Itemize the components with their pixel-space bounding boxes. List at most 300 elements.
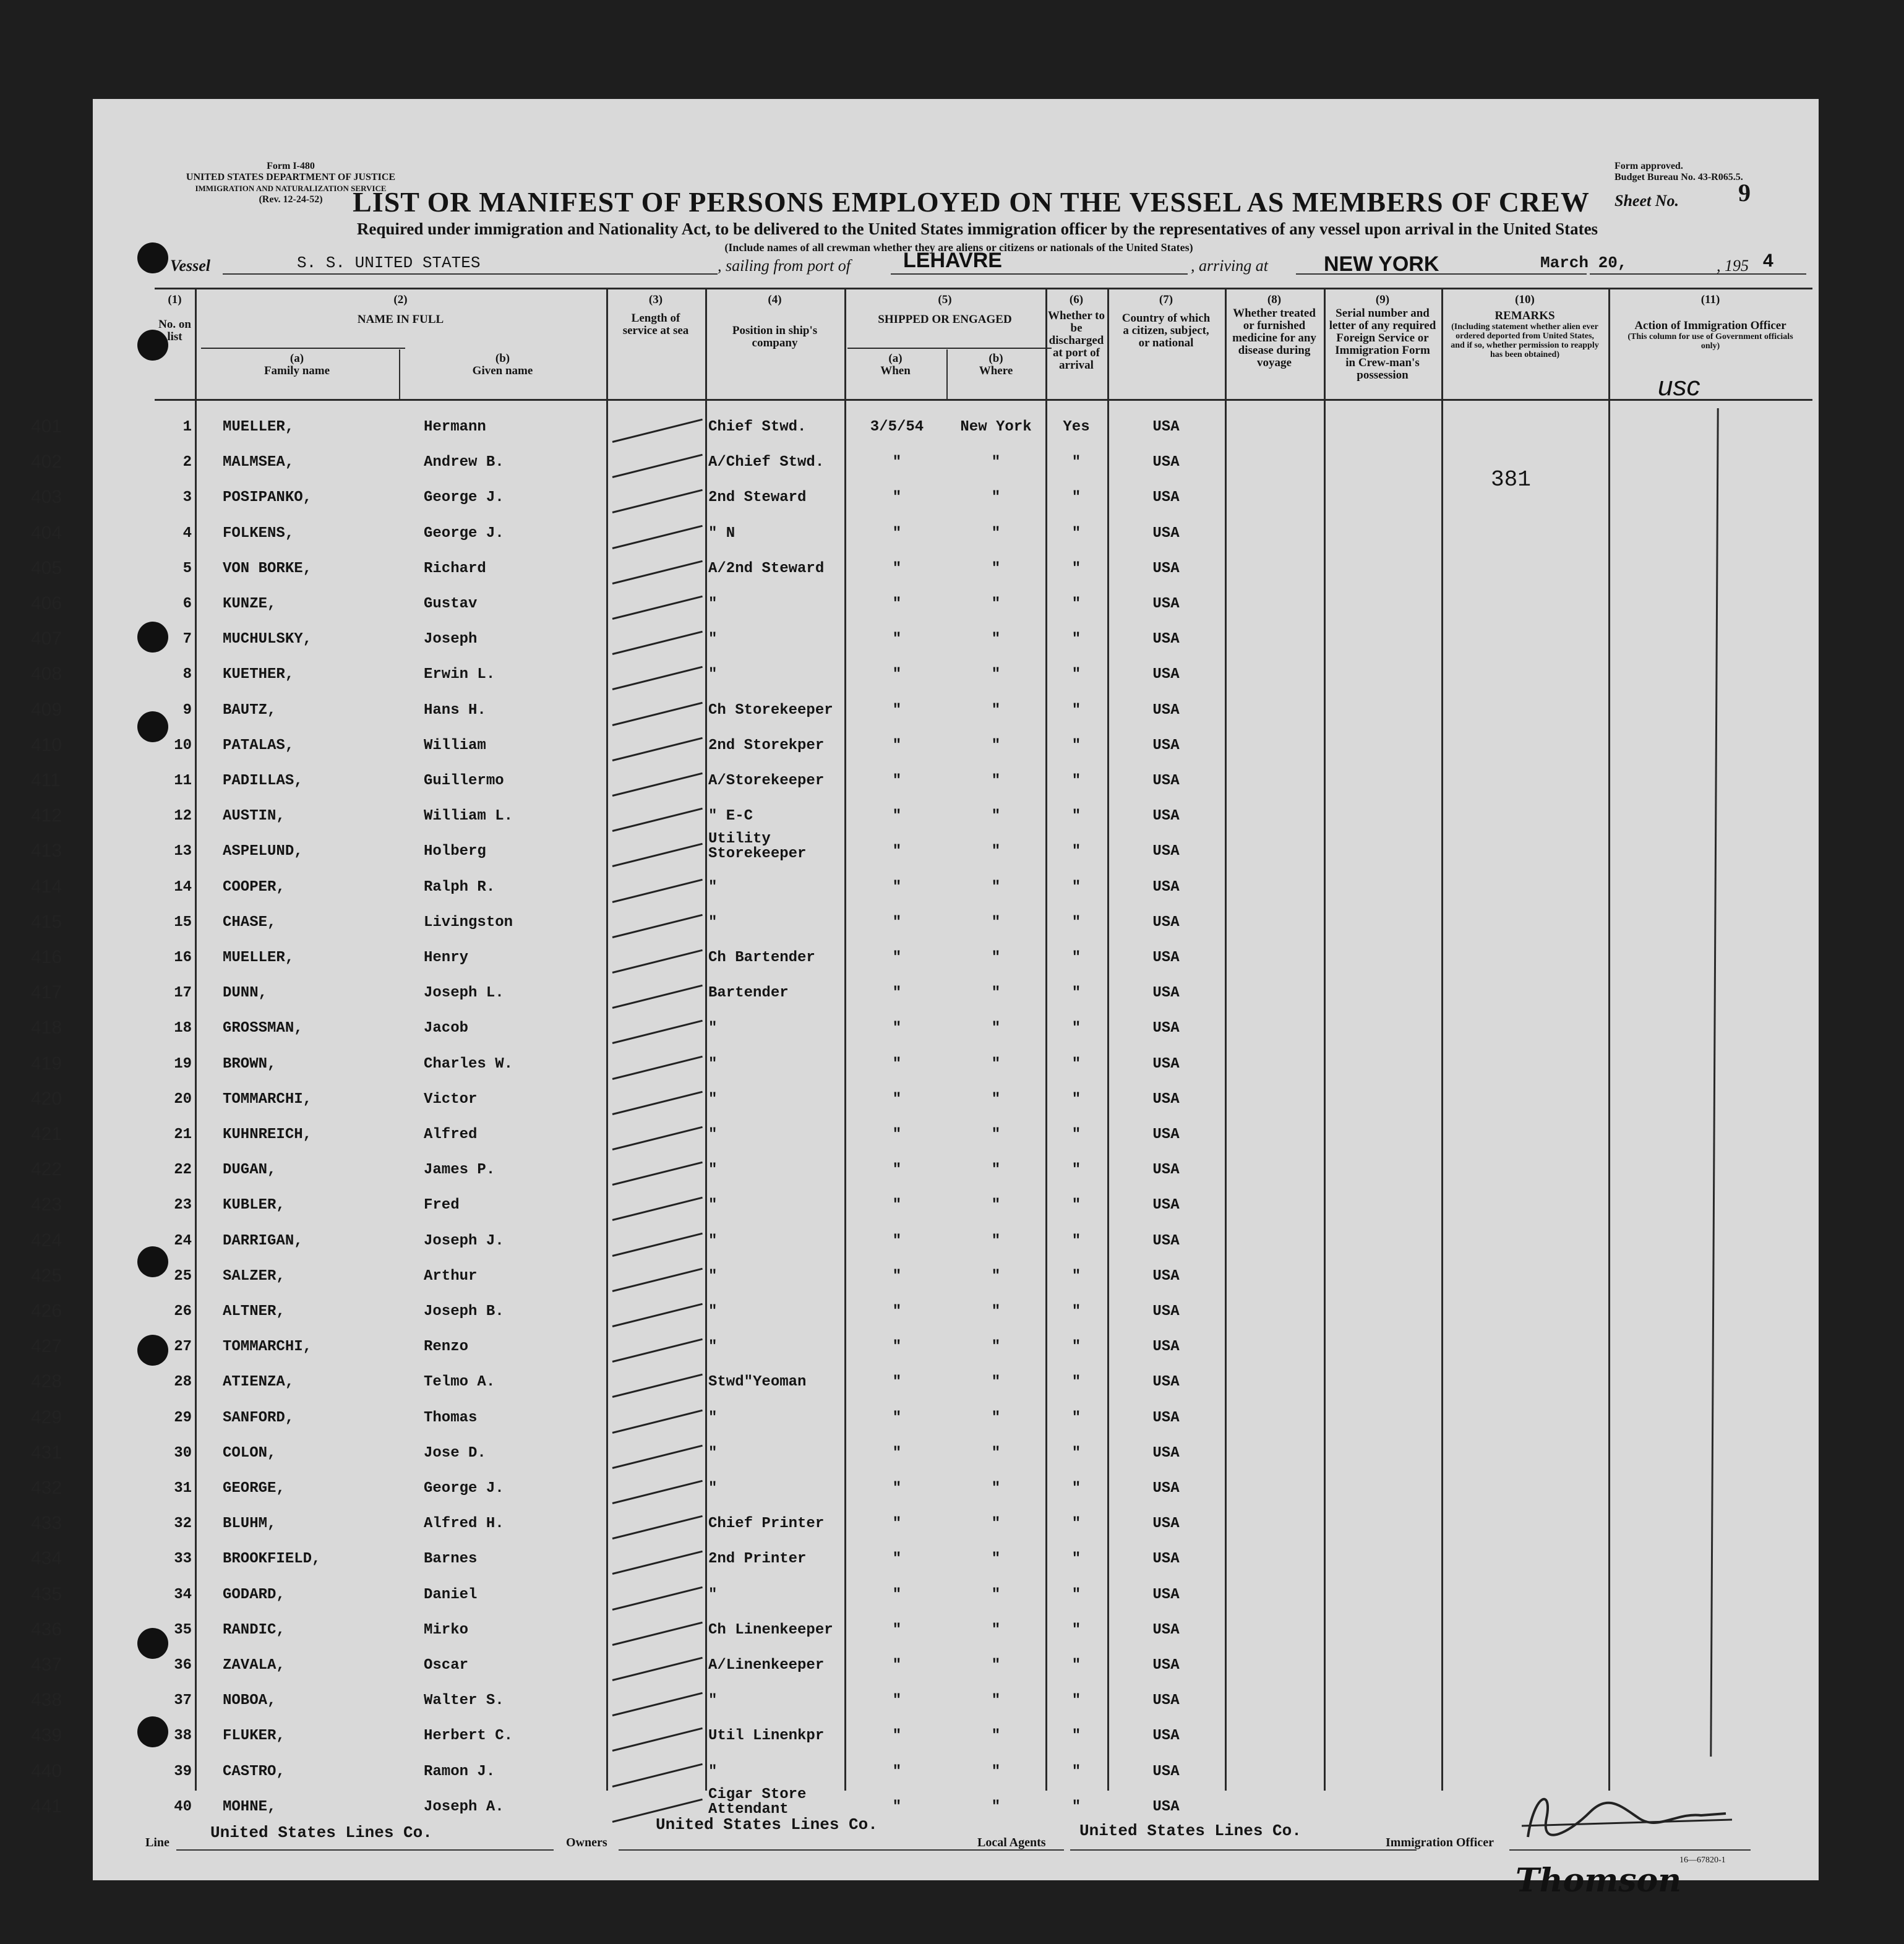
cell-given: Joseph L. bbox=[424, 985, 504, 1002]
cell-no: 26 bbox=[174, 1303, 192, 1320]
cell-position: " bbox=[708, 1055, 718, 1073]
service-slash-mark bbox=[612, 1480, 703, 1504]
service-slash-mark bbox=[612, 949, 703, 974]
table-row bbox=[31, 1119, 1819, 1154]
cell-given: Barnes bbox=[424, 1551, 478, 1568]
cell-family: VON BORKE, bbox=[223, 560, 312, 577]
row-serial-number: 405 bbox=[31, 557, 62, 578]
cell-position: " bbox=[708, 1480, 718, 1497]
cell-country: USA bbox=[1152, 1480, 1180, 1497]
cell-when: " bbox=[892, 843, 902, 860]
cell-when: " bbox=[892, 1162, 902, 1179]
table-row bbox=[31, 1579, 1819, 1614]
cell-no: 40 bbox=[174, 1798, 192, 1815]
cell-country: USA bbox=[1152, 1728, 1180, 1745]
cell-when: " bbox=[892, 1444, 902, 1462]
cell-family: MUELLER, bbox=[223, 419, 294, 435]
cell-position: " bbox=[708, 1692, 718, 1710]
cell-given: Herbert C. bbox=[424, 1728, 513, 1745]
cell-no: 21 bbox=[174, 1126, 192, 1143]
cell-family: RANDIC, bbox=[223, 1621, 285, 1638]
row-serial-number: 432 bbox=[31, 1478, 62, 1498]
col3-label: Length of service at sea bbox=[622, 312, 689, 337]
row-serial-number: 422 bbox=[31, 1159, 62, 1180]
cell-position: " bbox=[708, 1586, 718, 1603]
row-serial-number: 402 bbox=[31, 452, 62, 473]
cell-when: " bbox=[892, 666, 902, 683]
cell-no: 16 bbox=[174, 949, 192, 966]
cell-when: " bbox=[892, 773, 902, 789]
table-row bbox=[31, 695, 1819, 730]
cell-given: Guillermo bbox=[424, 773, 504, 789]
cell-country: USA bbox=[1152, 560, 1180, 577]
cell-country: USA bbox=[1152, 914, 1180, 931]
cell-position: " bbox=[708, 1162, 718, 1179]
row-serial-number: 415 bbox=[31, 911, 62, 932]
cell-no: 1 bbox=[182, 419, 192, 435]
cell-no: 5 bbox=[182, 560, 192, 577]
row-serial-number: 433 bbox=[31, 1513, 62, 1534]
table-row bbox=[31, 1402, 1819, 1437]
cell-family: MALMSEA, bbox=[223, 454, 294, 471]
col5-label: SHIPPED OR ENGAGED bbox=[878, 313, 1012, 326]
cell-given: James P. bbox=[424, 1162, 495, 1179]
cell-country: USA bbox=[1152, 596, 1180, 612]
cell-when: " bbox=[892, 1267, 902, 1285]
row-serial-number: 404 bbox=[31, 522, 62, 543]
cell-when: " bbox=[892, 631, 902, 648]
cell-when: " bbox=[892, 949, 902, 966]
cell-family: NOBOA, bbox=[223, 1692, 277, 1710]
service-slash-mark bbox=[612, 1763, 703, 1787]
cell-no: 15 bbox=[174, 914, 192, 931]
row-serial-number: 431 bbox=[31, 1442, 62, 1463]
cell-where: " bbox=[991, 949, 1001, 966]
cell-country: USA bbox=[1152, 419, 1180, 435]
cell-family: COLON, bbox=[223, 1444, 277, 1462]
cell-when: " bbox=[892, 1090, 902, 1108]
cell-where: " bbox=[991, 560, 1001, 577]
cell-discharged: " bbox=[1071, 1020, 1081, 1037]
cell-discharged: " bbox=[1071, 1657, 1081, 1674]
cell-country: USA bbox=[1152, 701, 1180, 719]
cell-given: Joseph J. bbox=[424, 1232, 504, 1249]
row-serial-number: 410 bbox=[31, 734, 62, 755]
punch-hole bbox=[137, 1628, 168, 1659]
cell-position: Cigar Store Attendant bbox=[708, 1786, 807, 1818]
row-serial-number: 423 bbox=[31, 1194, 62, 1215]
service-slash-mark bbox=[612, 1303, 703, 1327]
cell-where: " bbox=[991, 914, 1001, 931]
cell-family: KUETHER, bbox=[223, 666, 294, 683]
cell-position: Ch Linenkeeper bbox=[708, 1621, 833, 1638]
cell-discharged: " bbox=[1071, 1126, 1081, 1143]
cell-where: " bbox=[991, 454, 1001, 471]
cell-when: " bbox=[892, 1409, 902, 1426]
cell-when: " bbox=[892, 985, 902, 1002]
cell-no: 30 bbox=[174, 1444, 192, 1462]
cell-position: Chief Printer bbox=[708, 1515, 825, 1533]
cell-where: " bbox=[991, 1798, 1001, 1815]
cell-position: " E-C bbox=[708, 808, 753, 825]
cell-position: " bbox=[708, 666, 718, 683]
cell-when: " bbox=[892, 1374, 902, 1391]
cell-country: USA bbox=[1152, 737, 1180, 754]
cell-country: USA bbox=[1152, 1409, 1180, 1426]
cell-country: USA bbox=[1152, 773, 1180, 789]
cell-position: 2nd Printer bbox=[708, 1551, 807, 1568]
table-row bbox=[31, 1543, 1819, 1578]
cell-discharged: " bbox=[1071, 1055, 1081, 1073]
col1-label: No. on list bbox=[158, 318, 191, 343]
cell-where: " bbox=[991, 525, 1001, 542]
cell-country: USA bbox=[1152, 1692, 1180, 1710]
cell-given: Hans H. bbox=[424, 701, 486, 719]
manifest-sheet bbox=[31, 99, 1819, 1899]
table-row bbox=[31, 1084, 1819, 1119]
cell-country: USA bbox=[1152, 489, 1180, 507]
cell-family: SALZER, bbox=[223, 1267, 285, 1285]
cell-position: " bbox=[708, 1267, 718, 1285]
service-slash-mark bbox=[612, 737, 703, 761]
cell-given: Joseph B. bbox=[424, 1303, 504, 1320]
row-serial-number: 401 bbox=[31, 416, 62, 437]
cell-where: " bbox=[991, 1303, 1001, 1320]
service-name: IMMIGRATION AND NATURALIZATION SERVICE bbox=[195, 184, 387, 193]
table-row bbox=[31, 1366, 1819, 1402]
cell-position: Ch Bartender bbox=[708, 949, 815, 966]
cell-where: " bbox=[991, 1374, 1001, 1391]
cell-family: COOPER, bbox=[223, 878, 285, 896]
row-serial-number: 406 bbox=[31, 593, 62, 614]
cell-country: USA bbox=[1152, 525, 1180, 542]
cell-where: " bbox=[991, 631, 1001, 648]
row-serial-number: 424 bbox=[31, 1230, 62, 1251]
arriving-label: , arriving at bbox=[1191, 257, 1268, 275]
row-serial-number: 413 bbox=[31, 841, 62, 862]
sailing-label: , sailing from port of bbox=[718, 257, 851, 275]
cell-discharged: " bbox=[1071, 631, 1081, 648]
cell-where: " bbox=[991, 489, 1001, 507]
cell-when: " bbox=[892, 878, 902, 896]
cell-where: " bbox=[991, 773, 1001, 789]
row-serial-number: 412 bbox=[31, 805, 62, 826]
cell-no: 14 bbox=[174, 878, 192, 896]
cell-no: 29 bbox=[174, 1409, 192, 1426]
cell-given: Erwin L. bbox=[424, 666, 495, 683]
col11-sublabel: (This column for use of Government officials only) bbox=[1627, 332, 1793, 351]
cell-country: USA bbox=[1152, 1338, 1180, 1356]
cell-no: 17 bbox=[174, 985, 192, 1002]
punch-hole bbox=[137, 622, 168, 653]
cell-where: " bbox=[991, 1090, 1001, 1108]
cell-where: " bbox=[991, 1338, 1001, 1356]
year-digit: 4 bbox=[1763, 250, 1773, 271]
cell-discharged: " bbox=[1071, 525, 1081, 542]
cell-no: 28 bbox=[174, 1374, 192, 1391]
officer-signature: Thomson bbox=[1516, 1862, 1681, 1899]
cell-country: USA bbox=[1152, 808, 1180, 825]
col5a-label: When bbox=[880, 364, 911, 377]
cell-family: CASTRO, bbox=[223, 1763, 285, 1780]
cell-position: " bbox=[708, 1763, 718, 1780]
vessel-label: Vessel bbox=[170, 257, 210, 275]
cell-where: " bbox=[991, 596, 1001, 612]
col3-number: (3) bbox=[648, 293, 663, 306]
cell-family: MUELLER, bbox=[223, 949, 294, 966]
cell-no: 2 bbox=[182, 454, 192, 471]
table-row bbox=[31, 482, 1819, 517]
cell-discharged: " bbox=[1071, 454, 1081, 471]
table-row bbox=[31, 447, 1819, 482]
cell-family: DUGAN, bbox=[223, 1162, 277, 1179]
row-serial-number: 419 bbox=[31, 1053, 62, 1074]
cell-family: ATIENZA, bbox=[223, 1374, 294, 1391]
cell-position: " bbox=[708, 1232, 718, 1249]
col7-number: (7) bbox=[1159, 293, 1173, 306]
table-row bbox=[31, 553, 1819, 588]
cell-no: 32 bbox=[174, 1515, 192, 1533]
cell-family: BAUTZ, bbox=[223, 701, 277, 719]
cell-discharged: " bbox=[1071, 1162, 1081, 1179]
cell-given: Alfred H. bbox=[424, 1515, 504, 1533]
cell-family: DARRIGAN, bbox=[223, 1232, 303, 1249]
cell-discharged: " bbox=[1071, 985, 1081, 1002]
cell-no: 3 bbox=[182, 489, 192, 507]
department-name: UNITED STATES DEPARTMENT OF JUSTICE bbox=[186, 172, 396, 182]
form-approved: Form approved. bbox=[1615, 161, 1683, 171]
cell-country: USA bbox=[1152, 843, 1180, 860]
cell-discharged: " bbox=[1071, 1728, 1081, 1745]
service-slash-mark bbox=[612, 631, 703, 655]
cell-family: BROWN, bbox=[223, 1055, 277, 1073]
cell-family: TOMMARCHI, bbox=[223, 1090, 312, 1108]
col2-label: NAME IN FULL bbox=[357, 313, 444, 326]
cell-when: " bbox=[892, 596, 902, 612]
service-slash-mark bbox=[612, 1055, 703, 1079]
cell-given: William L. bbox=[424, 808, 513, 825]
form-requirement: Required under immigration and Nationality Act, to be delivered to the United States immigration officer by the representatives of any vessel upon arrival in the United States bbox=[356, 220, 1598, 238]
cell-discharged: " bbox=[1071, 1621, 1081, 1638]
cell-no: 23 bbox=[174, 1197, 192, 1214]
service-slash-mark bbox=[612, 1445, 703, 1469]
form-revision: (Rev. 12-24-52) bbox=[259, 194, 323, 205]
cell-when: " bbox=[892, 808, 902, 825]
cell-no: 8 bbox=[182, 666, 192, 683]
cell-family: DUNN, bbox=[223, 985, 268, 1002]
table-row bbox=[31, 730, 1819, 765]
cell-family: CHASE, bbox=[223, 914, 277, 931]
cell-where: " bbox=[991, 985, 1001, 1002]
cell-when: " bbox=[892, 1055, 902, 1073]
cell-given: Andrew B. bbox=[424, 454, 504, 471]
cell-when: " bbox=[892, 1480, 902, 1497]
cell-no: 11 bbox=[174, 773, 192, 789]
cell-position: 2nd Steward bbox=[708, 489, 807, 507]
cell-no: 25 bbox=[174, 1267, 192, 1285]
cell-discharged: " bbox=[1071, 1409, 1081, 1426]
punch-hole bbox=[137, 711, 168, 742]
cell-no: 19 bbox=[174, 1055, 192, 1073]
cell-country: USA bbox=[1152, 454, 1180, 471]
col11-number: (11) bbox=[1700, 293, 1720, 306]
table-row bbox=[31, 1473, 1819, 1508]
row-serial-number: 407 bbox=[31, 628, 62, 649]
cell-no: 13 bbox=[174, 843, 192, 860]
agents-label: Local Agents bbox=[977, 1836, 1046, 1849]
cell-given: Arthur bbox=[424, 1267, 478, 1285]
table-row bbox=[31, 942, 1819, 977]
col7-label: Country of which a citizen, subject, or national bbox=[1121, 312, 1211, 349]
cell-no: 31 bbox=[174, 1480, 192, 1497]
cell-given: Mirko bbox=[424, 1621, 469, 1638]
cell-no: 39 bbox=[174, 1763, 192, 1780]
table-row bbox=[31, 907, 1819, 942]
cell-no: 37 bbox=[174, 1692, 192, 1710]
table-row bbox=[31, 588, 1819, 623]
service-slash-mark bbox=[612, 1126, 703, 1150]
row-serial-number: 441 bbox=[31, 1796, 62, 1817]
cell-country: USA bbox=[1152, 1267, 1180, 1285]
row-serial-number: 418 bbox=[31, 1017, 62, 1038]
year-prefix: , 195 bbox=[1717, 257, 1749, 275]
col9-number: (9) bbox=[1375, 293, 1390, 306]
cell-given: George J. bbox=[424, 489, 504, 507]
cell-country: USA bbox=[1152, 949, 1180, 966]
table-row bbox=[31, 1296, 1819, 1331]
cell-when: " bbox=[892, 560, 902, 577]
cell-country: USA bbox=[1152, 1303, 1180, 1320]
form-number: Form I-480 bbox=[267, 161, 315, 171]
cell-when: " bbox=[892, 1763, 902, 1780]
service-slash-mark bbox=[612, 1692, 703, 1716]
cell-family: GEORGE, bbox=[223, 1480, 285, 1497]
cell-given: Henry bbox=[424, 949, 469, 966]
service-slash-mark bbox=[612, 1162, 703, 1186]
cell-given: Richard bbox=[424, 560, 486, 577]
cell-where: " bbox=[991, 666, 1001, 683]
cell-no: 34 bbox=[174, 1586, 192, 1603]
service-slash-mark bbox=[612, 914, 703, 938]
sheet-label: Sheet No. bbox=[1615, 192, 1679, 210]
cell-position: Ch Storekeeper bbox=[708, 701, 833, 719]
cell-given: Holberg bbox=[424, 843, 486, 860]
service-slash-mark bbox=[612, 1622, 703, 1646]
cell-where: " bbox=[991, 1267, 1001, 1285]
row-serial-number: 439 bbox=[31, 1725, 62, 1746]
cell-family: KUBLER, bbox=[223, 1197, 285, 1214]
service-slash-mark bbox=[612, 1091, 703, 1115]
cell-where: " bbox=[991, 1126, 1001, 1143]
cell-given: Alfred bbox=[424, 1126, 478, 1143]
col4-number: (4) bbox=[768, 293, 782, 306]
row-serial-number: 414 bbox=[31, 876, 62, 897]
cell-when: " bbox=[892, 1728, 902, 1745]
cell-when: " bbox=[892, 1338, 902, 1356]
cell-position: " bbox=[708, 1126, 718, 1143]
cell-discharged: " bbox=[1071, 1303, 1081, 1320]
service-slash-mark bbox=[612, 454, 703, 478]
cell-discharged: " bbox=[1071, 878, 1081, 896]
table-row bbox=[31, 518, 1819, 553]
cell-position: " bbox=[708, 631, 718, 648]
cell-no: 6 bbox=[182, 596, 192, 612]
col10-label: REMARKS bbox=[1494, 309, 1555, 322]
cell-family: ALTNER, bbox=[223, 1303, 285, 1320]
officer-initials-mark: usc bbox=[1658, 371, 1700, 401]
port-of-departure: LEHAVRE bbox=[903, 249, 1002, 272]
cell-no: 24 bbox=[174, 1232, 192, 1249]
cell-position: Chief Stwd. bbox=[708, 419, 807, 435]
cell-where: " bbox=[991, 1197, 1001, 1214]
owners-label: Owners bbox=[566, 1836, 607, 1849]
service-slash-mark bbox=[612, 1409, 703, 1433]
table-row bbox=[31, 800, 1819, 836]
service-slash-mark bbox=[612, 1515, 703, 1539]
cell-family: GODARD, bbox=[223, 1586, 285, 1603]
officer-label: Immigration Officer bbox=[1386, 1836, 1494, 1849]
cell-given: Hermann bbox=[424, 419, 486, 435]
table-row bbox=[31, 871, 1819, 907]
struck-signature bbox=[1516, 1781, 1738, 1849]
table-row bbox=[31, 1048, 1819, 1084]
cell-given: Walter S. bbox=[424, 1692, 504, 1710]
cell-no: 35 bbox=[174, 1621, 192, 1638]
punch-hole bbox=[137, 1716, 168, 1747]
cell-when: " bbox=[892, 1586, 902, 1603]
cell-country: USA bbox=[1152, 1798, 1180, 1815]
cell-given: Jose D. bbox=[424, 1444, 486, 1462]
cell-given: Oscar bbox=[424, 1657, 469, 1674]
cell-no: 20 bbox=[174, 1090, 192, 1108]
col11-label: Action of Immigration Officer bbox=[1634, 319, 1786, 332]
cell-when: " bbox=[892, 1657, 902, 1674]
cell-where: " bbox=[991, 1728, 1001, 1745]
col5b-label: Where bbox=[979, 364, 1013, 377]
cell-discharged: " bbox=[1071, 1444, 1081, 1462]
cell-no: 22 bbox=[174, 1162, 192, 1179]
cell-family: POSIPANKO, bbox=[223, 489, 312, 507]
cell-position: " bbox=[708, 1090, 718, 1108]
cell-family: PADILLAS, bbox=[223, 773, 303, 789]
cell-discharged: " bbox=[1071, 1090, 1081, 1108]
cell-country: USA bbox=[1152, 1621, 1180, 1638]
cell-discharged: " bbox=[1071, 1480, 1081, 1497]
cell-where: New York bbox=[960, 419, 1032, 435]
col10-number: (10) bbox=[1515, 293, 1535, 306]
row-serial-number: 416 bbox=[31, 947, 62, 967]
col6-label: Whether to be discharged at port of arrival bbox=[1048, 309, 1105, 372]
col6-number: (6) bbox=[1069, 293, 1084, 306]
row-serial-number: 411 bbox=[31, 770, 61, 790]
service-slash-mark bbox=[612, 1657, 703, 1681]
cell-where: " bbox=[991, 1621, 1001, 1638]
cell-discharged: " bbox=[1071, 843, 1081, 860]
service-slash-mark bbox=[612, 525, 703, 549]
print-code: 16—67820-1 bbox=[1679, 1856, 1726, 1865]
cell-where: " bbox=[991, 1020, 1001, 1037]
table-row bbox=[31, 1720, 1819, 1755]
col2-number: (2) bbox=[393, 293, 408, 306]
cell-discharged: " bbox=[1071, 1338, 1081, 1356]
cell-position: Stwd"Yeoman bbox=[708, 1374, 807, 1391]
cell-country: USA bbox=[1152, 1020, 1180, 1037]
cell-no: 12 bbox=[174, 808, 192, 825]
cell-position: " bbox=[708, 1338, 718, 1356]
service-slash-mark bbox=[612, 1551, 703, 1575]
cell-country: USA bbox=[1152, 1232, 1180, 1249]
cell-discharged: " bbox=[1071, 1232, 1081, 1249]
